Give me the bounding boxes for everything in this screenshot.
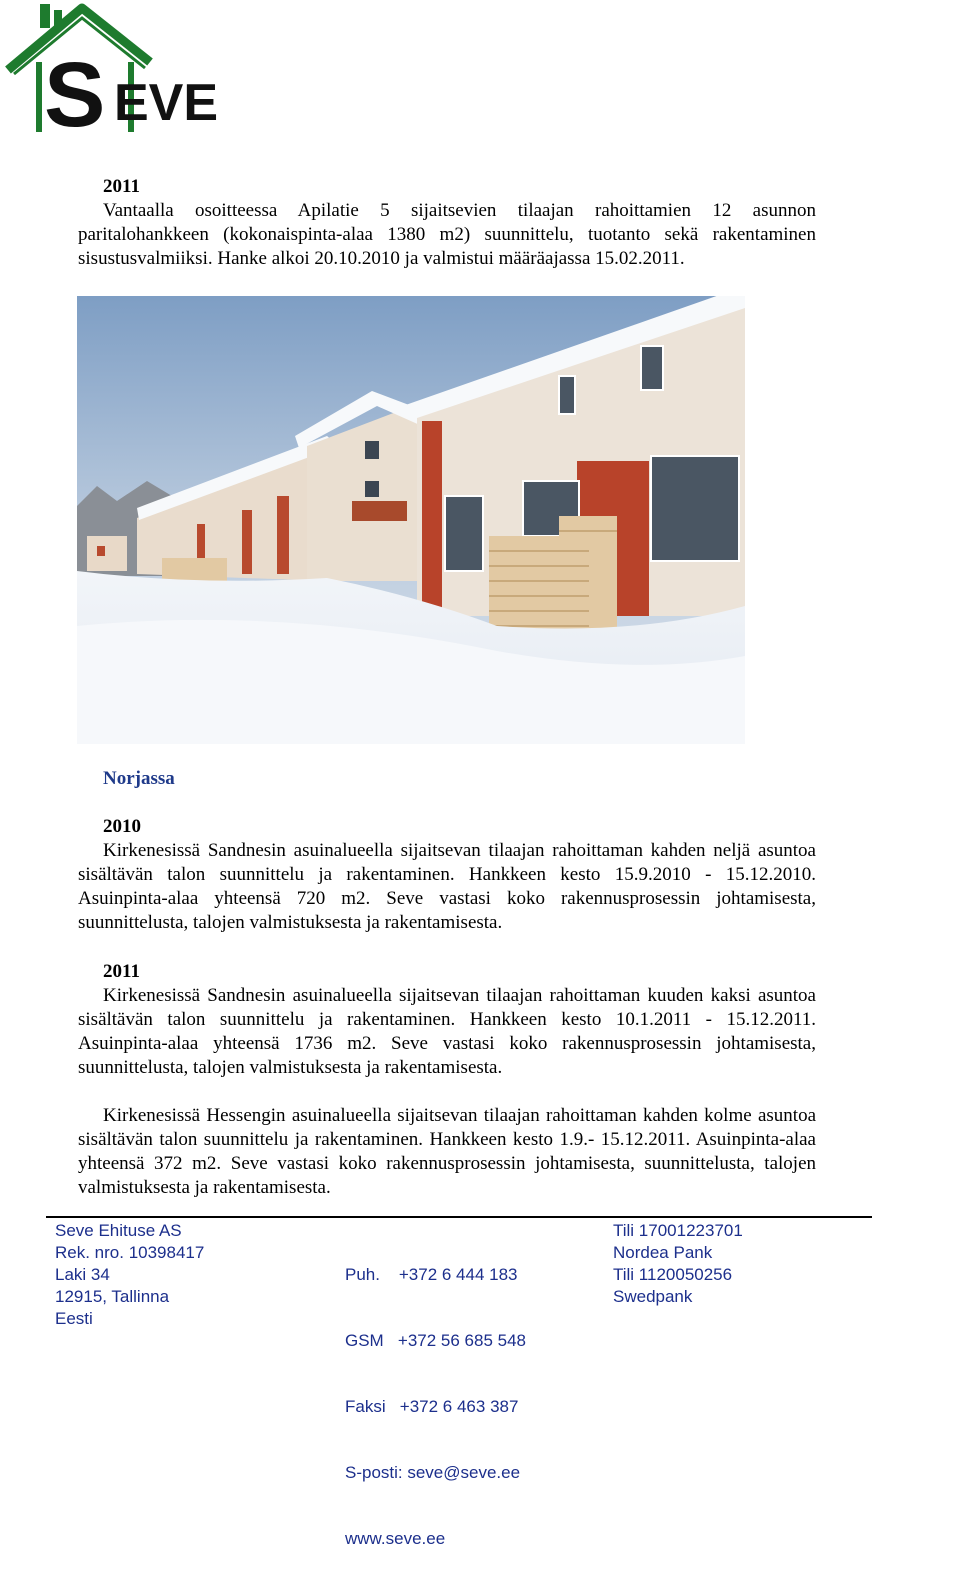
country-heading: Norjassa: [103, 768, 175, 789]
seve-logo: [0, 0, 260, 135]
website-link[interactable]: www.seve.ee: [345, 1529, 446, 1548]
gsm: GSM +372 56 685 548: [345, 1331, 526, 1350]
fax: Faksi +372 6 463 387: [345, 1397, 519, 1416]
account-1: Tili 17001223701: [613, 1221, 743, 1240]
section-norway-hessen: [78, 1104, 816, 1200]
year-heading: 2011: [103, 176, 140, 197]
house-roof-icon: [0, 0, 260, 135]
section-norway-heading: [78, 767, 816, 791]
postal-city: 12915, Tallinna: [55, 1287, 170, 1306]
paragraph: Kirkenesissä Sandnesin asuinalueella sijaitsevan tilaajan rahoittaman kahden neljä asuntoa sisältävän talon suunnittelu ja rakentaminen. Hankkeen kesto 15.9.2010 - 15.12.2010. Asuinpinta-alaa yhteensä 720 m2. Seve vastasi koko rakennusprosessin johtamisesta, suunnittelusta, talojen valmistuksesta ja rakentamisesta.: [78, 840, 816, 933]
footer-bank: [613, 1220, 743, 1308]
bank-2: Swedpank: [613, 1287, 693, 1306]
building-photo: [77, 296, 745, 744]
section-norway-2010: [78, 815, 816, 935]
country: Eesti: [55, 1309, 93, 1328]
account-2: Tili 1120050256: [613, 1265, 733, 1284]
year-heading: 2011: [103, 961, 140, 982]
phone: Puh. +372 6 444 183: [345, 1265, 518, 1284]
street-address: Laki 34: [55, 1265, 110, 1284]
paragraph: Kirkenesissä Sandnesin asuinalueella sijaitsevan tilaajan rahoittaman kuuden kaksi asuntoa sisältävän talon suunnittelu ja rakentaminen. Hankkeen kesto 10.1.2011 - 15.12.2011. Asuinpinta-alaa yhteensä 1736 m2. Seve vastasi koko rakennusprosessin johtamisesta, suunnittelusta, talojen valmistuksesta ja rakentamisesta.: [78, 985, 816, 1078]
svg-text:EVE: EVE: [114, 74, 219, 132]
footer-contact: [345, 1220, 526, 1594]
registration-number: Rek. nro. 10398417: [55, 1243, 205, 1262]
footer-divider: [46, 1216, 872, 1218]
svg-text:S: S: [44, 44, 106, 135]
section-norway-2011: [78, 960, 816, 1080]
paragraph: Kirkenesissä Hessengin asuinalueella sijaitsevan tilaajan rahoittaman kahden kolme asuntoa sisältävän talon suunnittelu ja rakentaminen. Hankkeen kesto 1.9.- 15.12.2011. Asuinpinta-alaa yhteensä 372 m2. Seve vastasi koko rakennusprosessin johtamisesta, suunnittelusta, talojen valmistuksesta ja rakentamisesta.: [78, 1105, 816, 1198]
paragraph: Vantaalla osoitteessa Apilatie 5 sijaitsevien tilaajan rahoittamien 12 asunnon paritalohankkeen (kokonaispinta-alaa 1380 m2) suunnittelu, tuotanto sekä rakentaminen sisustusvalmiiksi. Hanke alkoi 20.10.2010 ja valmistui määräajassa 15.02.2011.: [78, 200, 816, 269]
bank-1: Nordea Pank: [613, 1243, 713, 1262]
email-link[interactable]: S-posti: seve@seve.ee: [345, 1463, 521, 1482]
section-finland-2011: [78, 175, 816, 271]
year-heading: 2010: [103, 816, 141, 837]
company-name: Seve Ehituse AS: [55, 1221, 182, 1240]
footer-company: [55, 1220, 204, 1330]
